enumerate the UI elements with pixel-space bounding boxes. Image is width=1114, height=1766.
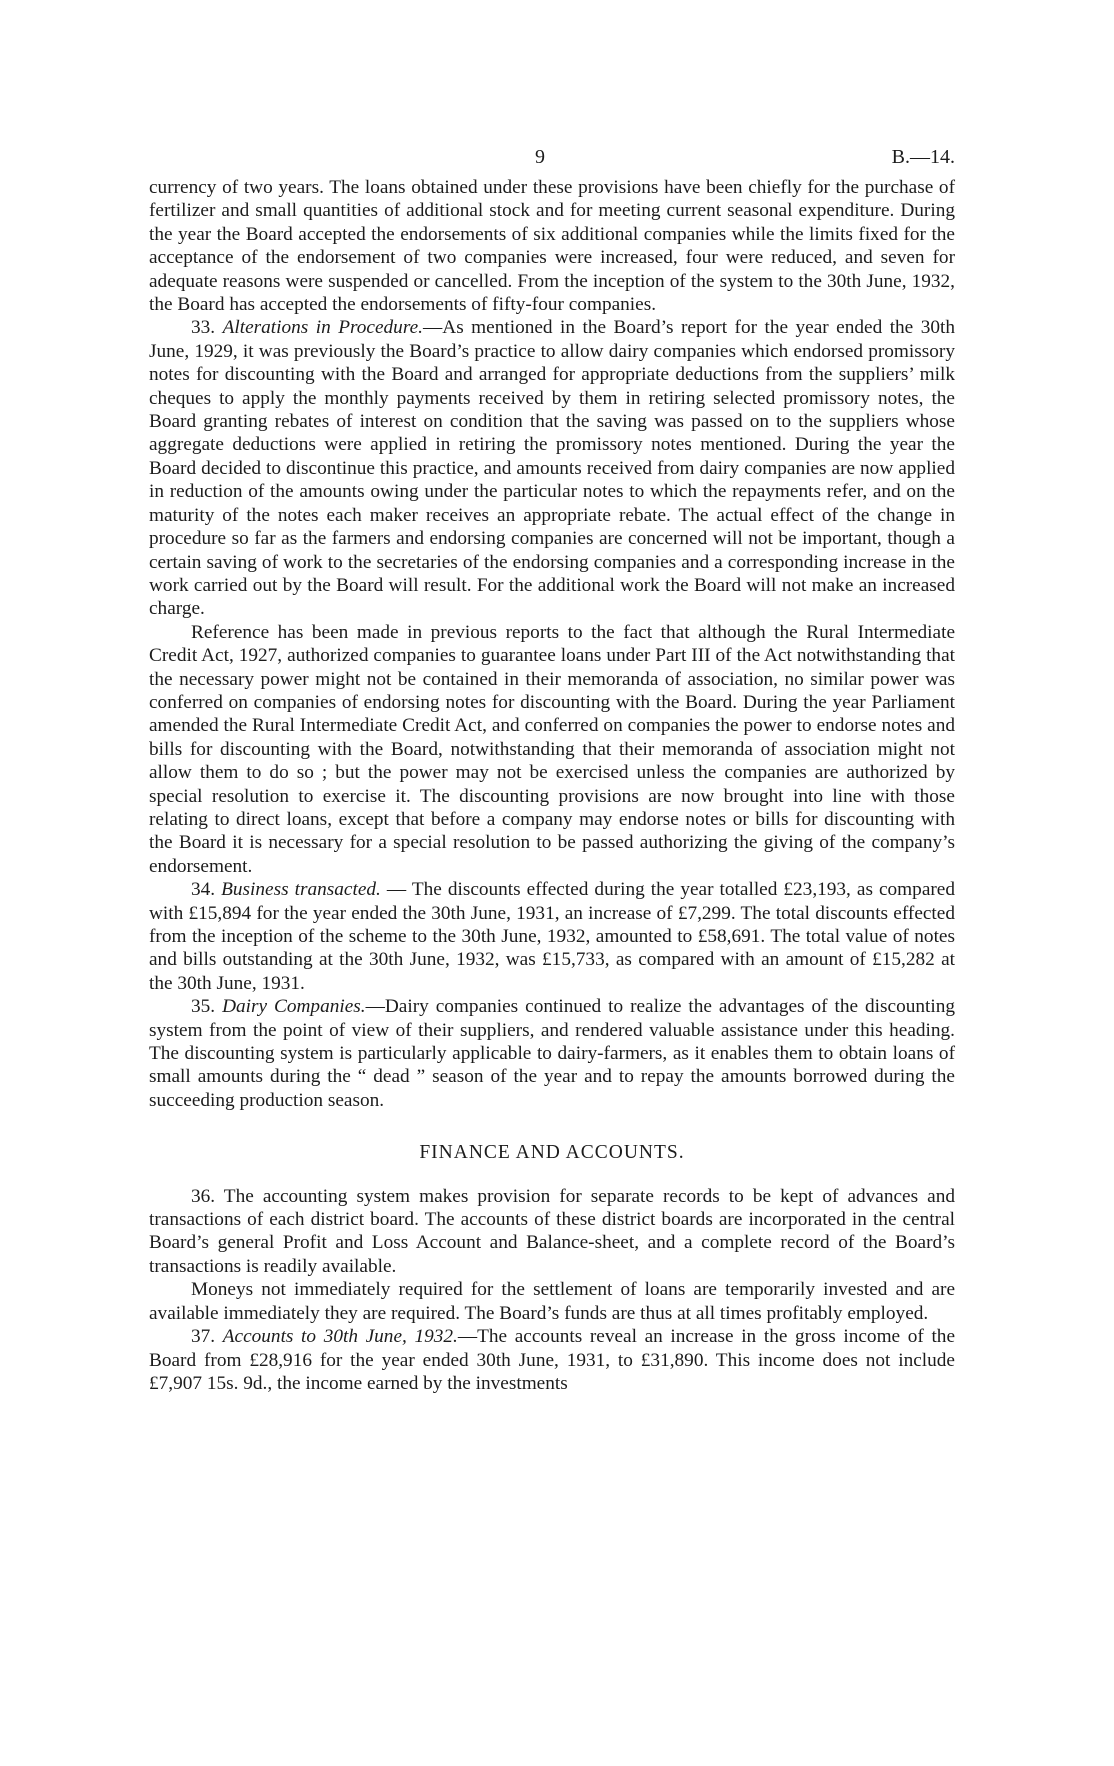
page-header [149,146,955,176]
paragraph-heading: Alterations in Procedure. [222,317,423,339]
paragraph-accounts-to-june-1932 [149,1325,955,1395]
paragraph-accounting-system [149,1185,955,1279]
paragraph-text: —Dairy companies continued to realize the advantages of the discounting system from the point of view of their suppliers, and rendered valuable assistance under this heading. The discounting system is particularly applicable to dairy-farmers, as it enables them to obtain loans of small amounts during the “ dead ” season of the year and to repay the amounts borrowed during the succeeding production season. [149,996,956,1111]
body-text [149,176,955,1395]
paragraph-text: Reference has been made in previous reports to the fact that although the Rural Intermediate Credit Act, 1927, authorized companies to guarantee loans under Part III of the Act notwithstanding that the necessary power might not be contained in their memoranda of association, no similar power was conferred on companies of endorsing notes for discounting with the Board. During the year Parliament amended the Rural Intermediate Credit Act, and conferred on companies the power to endorse notes and bills for discounting with the Board, notwithstanding that their memoranda of association might not allow them to do so ; but the power may not be exercised unless the companies are authorized by special resolution to exercise it. The discounting provisions are now brought into line with those relating to direct loans, except that before a company may endorse notes or bills for discounting with the Board it is necessary for a special resolution to be passed authorizing the giving of the company’s endorsement. [149,621,955,877]
paragraph-text: —The accounts reveal an increase in the gross income of the Board from £28,916 for the year ended 30th June, 1931, to £31,890. This income does not include £7,907 15s. 9d., the income earned by the investments [149,1326,956,1394]
document-reference: B.—14. [891,146,955,168]
paragraph-number: 37. [191,1326,223,1348]
section-title-finance-and-accounts: FINANCE AND ACCOUNTS. [419,1142,685,1164]
paragraph-text: Moneys not immediately required for the settlement of loans are temporarily invested and are available immediately they are required. The Board’s funds are thus at all times profitably employed. [149,1279,955,1324]
paragraph-heading: Accounts to 30th June, 1932. [222,1326,458,1348]
page-number: 9 [535,146,545,168]
paragraph-text: —As mentioned in the Board’s report for the year ended the 30th June, 1929, it was previously the Board’s practice to allow dairy companies which endorsed promissory notes for discounting with the Board and arranged for appropriate deductions from the suppliers’ milk cheques to apply the monthly payments received by them in retiring selected promissory notes, the Board granting rebates of interest on condition that the saving was passed on to the suppliers whose aggregate deductions were applied in retiring the promissory notes mentioned. During the year the Board decided to discontinue this practice, and amounts received from dairy companies are now applied in reduction of the amounts owing under the particular notes to which the repayments refer, and on the maturity of the notes each maker receives an appropriate rebate. The actual effect of the change in procedure so far as the farmers and endorsing companies are concerned will not be important, though a certain saving of work to the secretaries of the endorsing companies and a corresponding increase in the work carried out by the Board will result. For the additional work the Board will not make an increased charge. [149,317,955,620]
paragraph-text: currency of two years. The loans obtained under these provisions have been chiefly for the purchase of fertilizer and small quantities of additional stock and for meeting current seasonal expenditure. During the year the Board accepted the endorsements of six additional companies while the limits fixed for the acceptance of the endorsement of two companies were increased, four were reduced, and seven for adequate reasons were suspended or cancelled. From the inception of the system to the 30th June, 1932, the Board has accepted the endorsements of fifty-four companies. [149,177,955,316]
paragraph-text: — The discounts effected during the year totalled £23,193, as compared with £15,894 for the year ended the 30th June, 1931, an increase of £7,299. The total discounts effected from the inception of the scheme to the 30th June, 1932, amounted to £58,691. The total value of notes and bills outstanding at the 30th June, 1932, was £15,733, as compared with an amount of £15,282 at the 30th June, 1931. [149,879,955,994]
paragraph-number: 35. [191,996,223,1018]
paragraph-text: 36. The accounting system makes provision for separate records to be kept of advances and transactions of each district board. The accounts of these district boards are incorporated in the central Board’s general Profit and Loss Account and Balance-sheet, and a complete record of the Board’s transactions is readily available. [149,1185,955,1277]
paragraph-loans-currency [149,176,955,316]
paragraph-heading: Dairy Companies. [222,996,366,1018]
paragraph-alterations-in-procedure [149,316,955,620]
paragraph-number: 34. [191,879,222,901]
paragraph-dairy-companies [149,995,955,1112]
paragraph-number: 33. [191,317,223,339]
paragraph-business-transacted [149,878,955,995]
paragraph-moneys-invested [149,1278,955,1325]
paragraph-heading: Business transacted. [221,879,381,901]
paragraph-endorsement-power [149,621,955,878]
document-page [149,146,955,1746]
